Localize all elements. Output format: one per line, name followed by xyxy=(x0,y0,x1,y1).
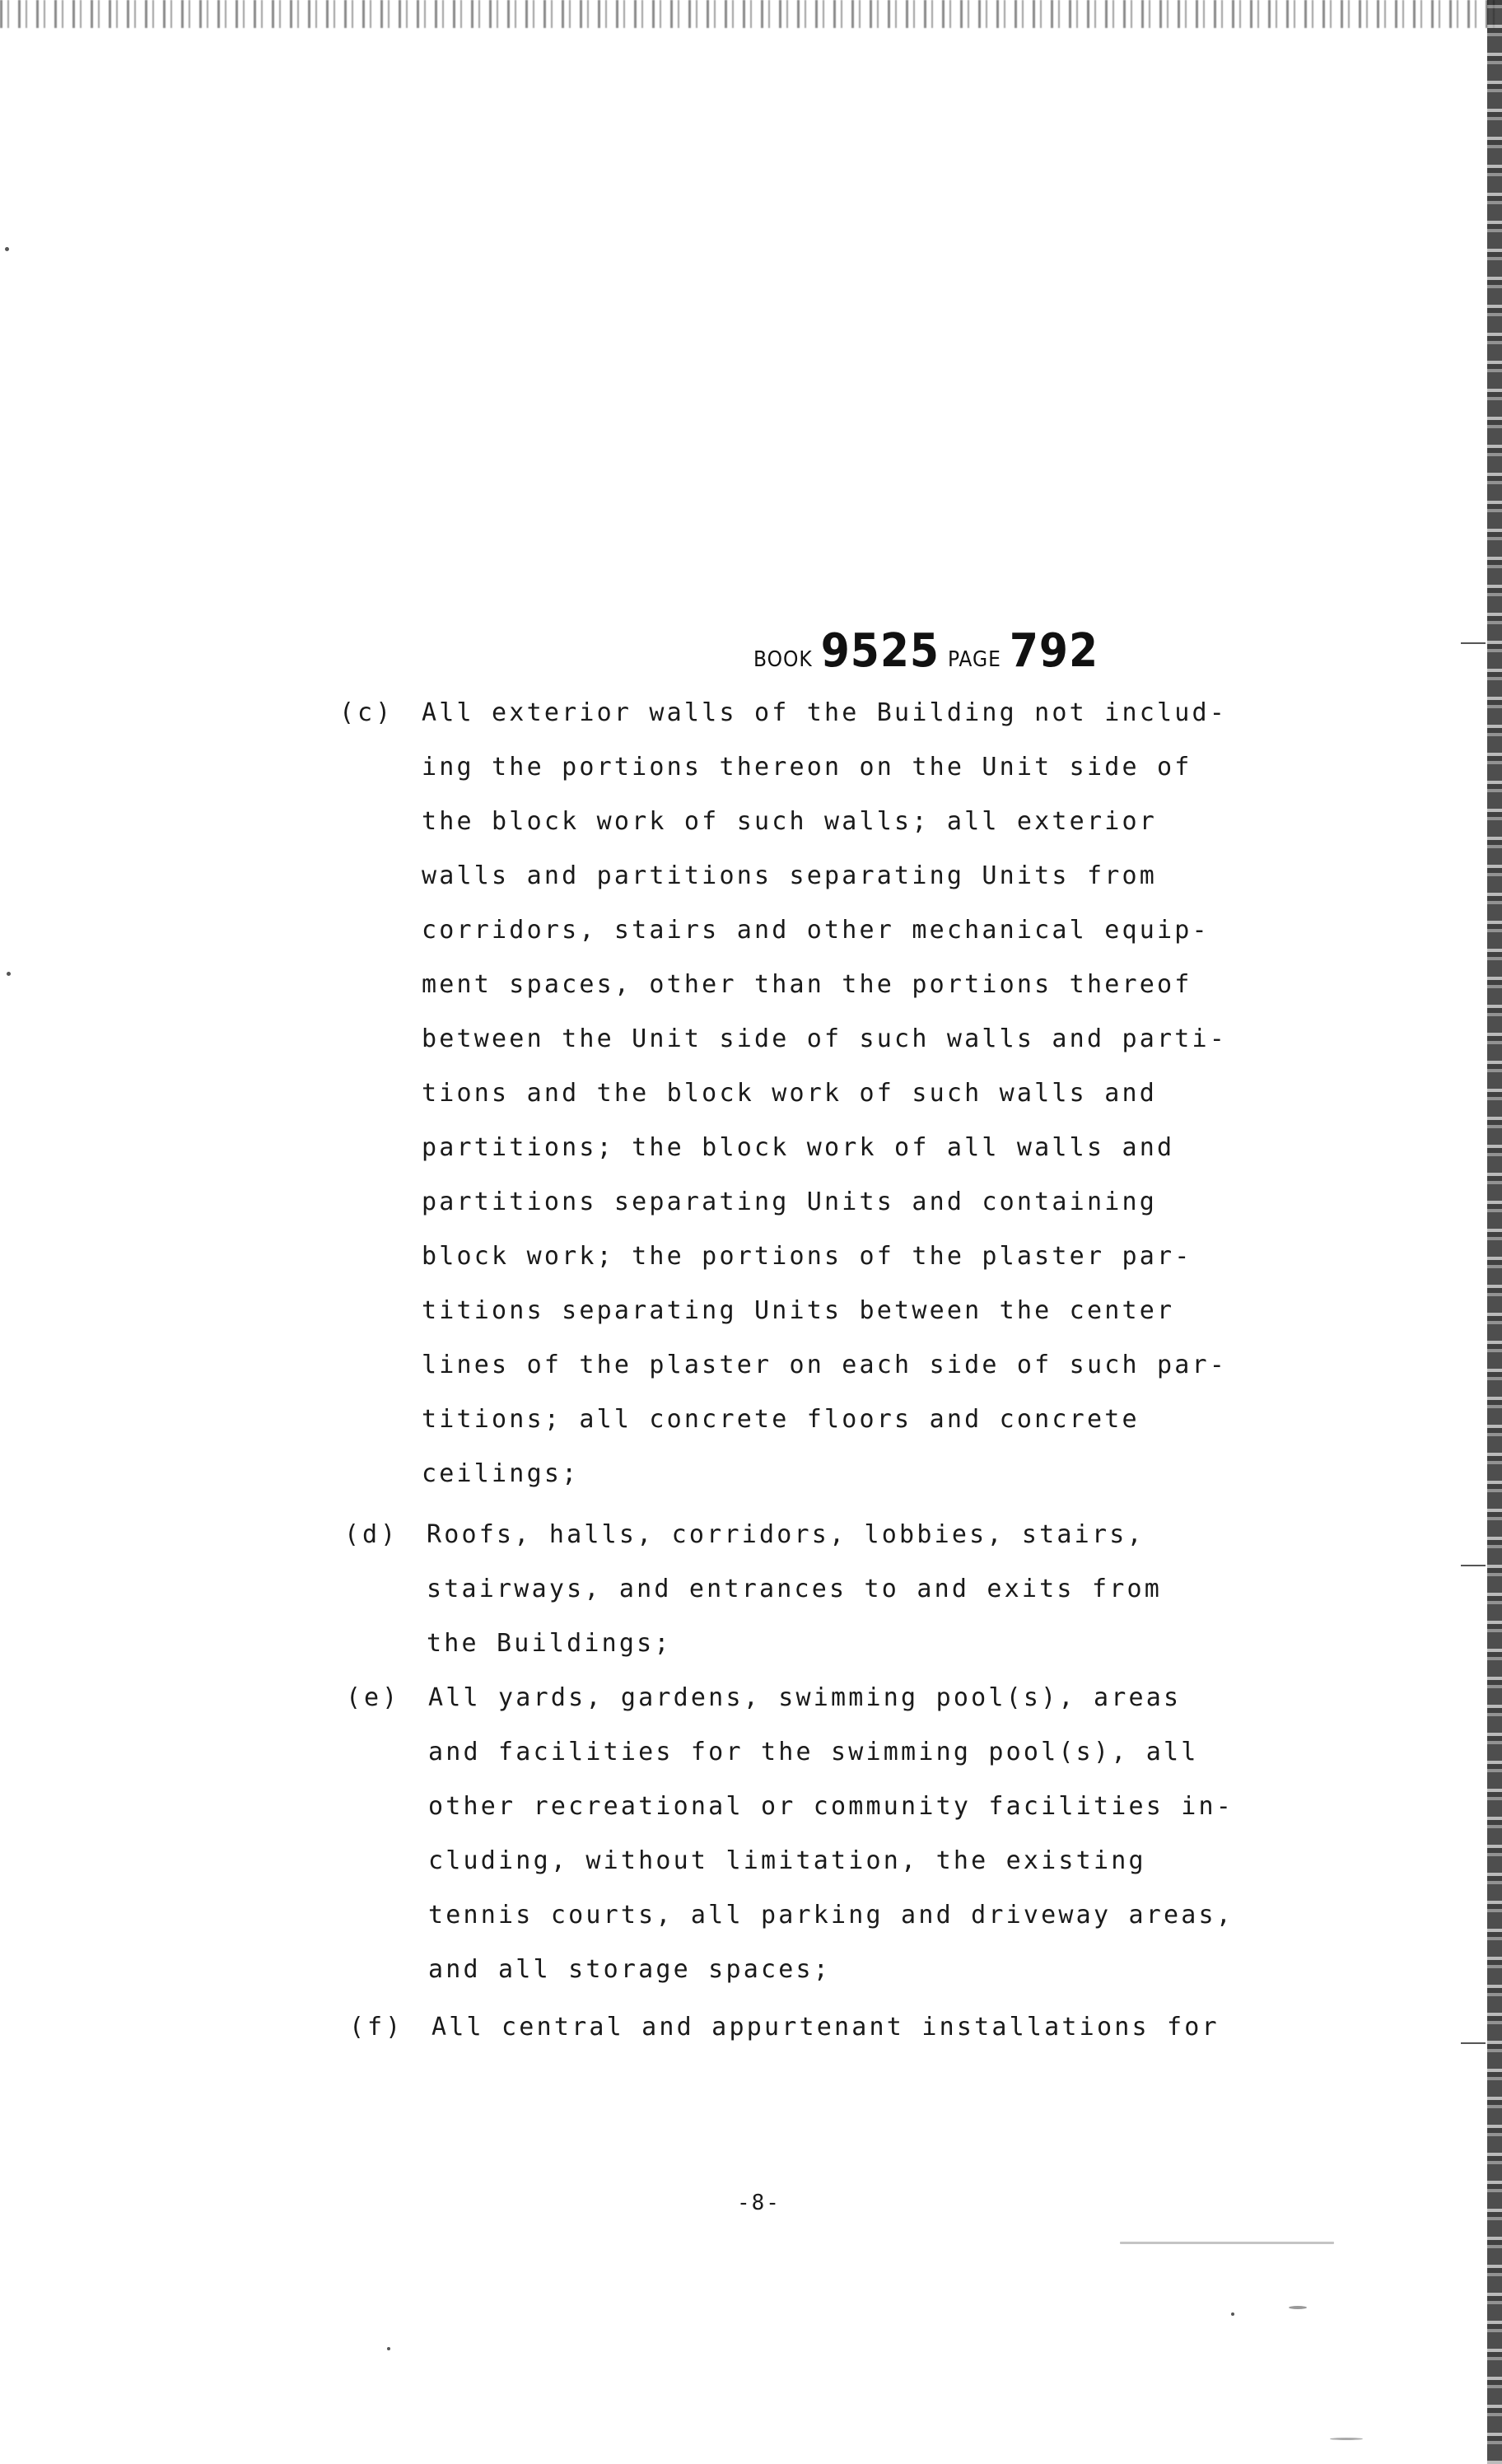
clause-line: tennis courts, all parking and driveway areas, xyxy=(428,1901,1234,1930)
scan-artifact xyxy=(387,2347,390,2350)
clause-line: ing the portions thereon on the Unit side of xyxy=(422,753,1192,782)
clause-line: walls and partitions separating Units from xyxy=(422,861,1157,890)
scan-mark xyxy=(1461,642,1486,644)
clause-marker: (f) xyxy=(349,2013,404,2042)
clause-line: All yards, gardens, swimming pool(s), areas xyxy=(428,1683,1182,1712)
clause-line: All central and appurtenant installations for xyxy=(431,2013,1220,2042)
clause-line: partitions; the block work of all walls and xyxy=(422,1133,1175,1162)
scan-mark xyxy=(1461,2042,1486,2044)
clause-line: Roofs, halls, corridors, lobbies, stairs, xyxy=(427,1520,1145,1549)
clause-marker: (d) xyxy=(344,1520,399,1549)
clause-line: block work; the portions of the plaster par- xyxy=(422,1242,1192,1271)
clause-line: the block work of such walls; all exterior xyxy=(422,807,1157,836)
scan-edge-right xyxy=(1487,0,1502,2464)
page-number-header: 792 xyxy=(1009,624,1099,678)
clause-line: lines of the plaster on each side of such par- xyxy=(422,1351,1228,1379)
clause-line: the Buildings; xyxy=(427,1629,672,1658)
page-number-footer: -8- xyxy=(737,2191,781,2215)
clause-marker: (e) xyxy=(346,1683,401,1712)
page-label: PAGE xyxy=(947,647,1001,672)
clause-line: corridors, stairs and other mechanical equip- xyxy=(422,916,1210,945)
book-page-reference xyxy=(753,624,1099,678)
scan-artifact xyxy=(5,247,9,251)
scan-edge-top xyxy=(0,0,1502,28)
scan-mark xyxy=(1461,1565,1486,1566)
clause-line: partitions separating Units and containing xyxy=(422,1188,1157,1216)
clause-line: and facilities for the swimming pool(s), all xyxy=(428,1738,1199,1766)
scan-artifact xyxy=(1231,2312,1234,2316)
scan-artifact xyxy=(7,972,11,976)
scan-artifact xyxy=(1289,2306,1307,2309)
clause-line: and all storage spaces; xyxy=(428,1955,832,1984)
clause-line: titions separating Units between the center xyxy=(422,1296,1175,1325)
clause-line: stairways, and entrances to and exits from xyxy=(427,1575,1162,1603)
clause-line: titions; all concrete floors and concrete xyxy=(422,1405,1140,1434)
clause-line: between the Unit side of such walls and parti- xyxy=(422,1024,1228,1053)
clause-line: ceilings; xyxy=(422,1459,580,1488)
scan-artifact xyxy=(1120,2242,1334,2244)
clause-marker: (c) xyxy=(339,698,394,727)
book-label: BOOK xyxy=(753,647,813,672)
clause-line: cluding, without limitation, the existing xyxy=(428,1846,1146,1875)
scan-artifact xyxy=(1330,2438,1363,2440)
clause-line: ment spaces, other than the portions thereof xyxy=(422,970,1192,999)
book-number: 9525 xyxy=(820,624,940,678)
clause-line: tions and the block work of such walls and xyxy=(422,1079,1157,1108)
clause-line: All exterior walls of the Building not includ- xyxy=(422,698,1228,727)
clause-line: other recreational or community facilities in- xyxy=(428,1792,1234,1821)
